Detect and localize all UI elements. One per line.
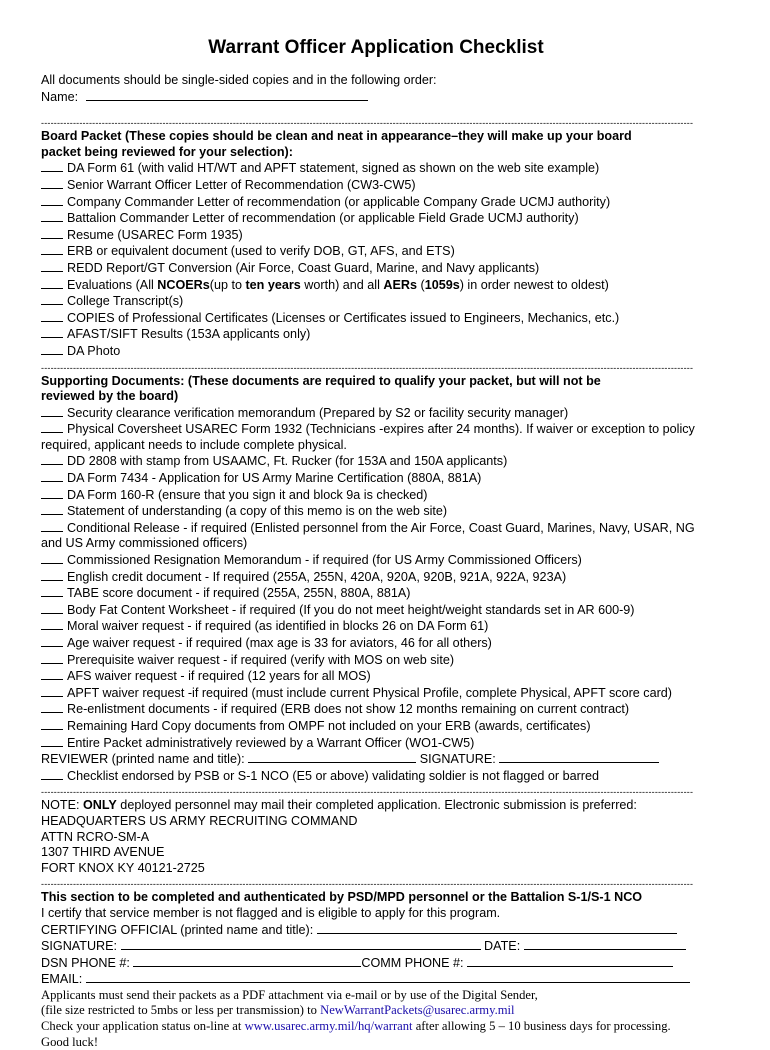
- certifying-official-field[interactable]: [317, 922, 677, 934]
- list-item: Battalion Commander Letter of recommendation (or applicable Field Grade UCMJ authority): [41, 210, 711, 227]
- email-field[interactable]: [86, 971, 690, 983]
- dsn-phone-field[interactable]: [133, 955, 361, 967]
- check-blank[interactable]: [41, 503, 63, 515]
- phone-row: DSN PHONE #: COMM PHONE #:: [41, 955, 711, 972]
- list-item: Commissioned Resignation Memorandum - if required (for US Army Commissioned Officers): [41, 552, 711, 569]
- list-item: DD 2808 with stamp from USAAMC, Ft. Rucker (for 153A and 150A applicants): [41, 453, 711, 470]
- list-item: COPIES of Professional Certificates (Licenses or Certificates issued to Engineers, Mechanics, etc.): [41, 310, 711, 327]
- intro-text: All documents should be single-sided copies and in the following order:: [41, 73, 437, 87]
- list-item: Conditional Release - if required (Enlisted personnel from the Air Force, Coast Guard, Marines, Navy, USAR, NG and US Army commissioned officers): [41, 520, 695, 551]
- page-title: Warrant Officer Application Checklist: [208, 37, 544, 58]
- check-blank[interactable]: [41, 585, 63, 597]
- name-row: [41, 89, 711, 106]
- check-blank[interactable]: [41, 668, 63, 680]
- list-item: DA Photo: [41, 343, 711, 360]
- list-item: DA Form 7434 - Application for US Army Marine Certification (880A, 881A): [41, 470, 711, 487]
- check-blank[interactable]: [41, 210, 63, 222]
- check-blank[interactable]: [41, 277, 63, 289]
- list-item: Re-enlistment documents - if required (ERB does not show 12 months remaining on current contract): [41, 701, 711, 718]
- check-blank[interactable]: [41, 701, 63, 713]
- list-item: Physical Coversheet USAREC Form 1932 (Technicians -expires after 24 months). If waiver or exception to policy required, applicant needs to include complete physical.: [41, 422, 695, 452]
- check-blank[interactable]: [41, 685, 63, 697]
- list-item: AFS waiver request - if required (12 years for all MOS): [41, 668, 711, 685]
- list-item: Security clearance verification memorandum (Prepared by S2 or facility security manager): [41, 405, 711, 422]
- list-item: Remaining Hard Copy documents from OMPF not included on your ERB (awards, certificates): [41, 718, 711, 735]
- address-line: 1307 THIRD AVENUE: [41, 845, 165, 860]
- check-blank[interactable]: [41, 618, 63, 630]
- submission-email-link[interactable]: NewWarrantPackets@usarec.army.mil: [320, 1003, 515, 1018]
- board-packet-list: [41, 160, 711, 359]
- date-field[interactable]: [524, 938, 686, 950]
- check-blank[interactable]: [41, 293, 63, 305]
- address-line: ATTN RCRO-SM-A: [41, 829, 150, 844]
- list-item: TABE score document - if required (255A, 255N, 880A, 881A): [41, 585, 711, 602]
- certify-statement: I certify that service member is not flagged and is eligible to apply for this program.: [41, 905, 501, 920]
- list-item: APFT waiver request -if required (must include current Physical Profile, complete Physical, APFT score card): [41, 685, 711, 702]
- check-blank[interactable]: [41, 160, 63, 172]
- auth-section-header: This section to be completed and authenticated by PSD/MPD personnel or the Battalion S-1/S-1 NCO: [41, 890, 643, 905]
- check-blank[interactable]: [41, 177, 63, 189]
- list-item: Prerequisite waiver request - if required (verify with MOS on web site): [41, 652, 711, 669]
- list-item: Age waiver request - if required (max age is 33 for aviators, 46 for all others): [41, 635, 711, 652]
- check-blank[interactable]: [41, 421, 63, 433]
- address-line: FORT KNOX KY 40121-2725: [41, 860, 205, 875]
- check-blank[interactable]: [41, 569, 63, 581]
- status-website-link[interactable]: www.usarec.army.mil/hq/warrant: [244, 1019, 413, 1034]
- reviewer-row: REVIEWER (printed name and title): SIGNATURE:: [41, 751, 711, 768]
- list-item-evaluations: Evaluations (All NCOERs(up to ten years worth) and all AERs (1059s) in order newest to oldest): [41, 277, 711, 294]
- list-item: College Transcript(s): [41, 293, 711, 310]
- check-blank[interactable]: [41, 718, 63, 730]
- list-item: ERB or equivalent document (used to verify DOB, GT, AFS, and ETS): [41, 243, 711, 260]
- check-blank[interactable]: [41, 735, 63, 747]
- list-item: Resume (USAREC Form 1935): [41, 227, 711, 244]
- name-label: Name:: [41, 89, 79, 104]
- checklist-page: [41, 36, 711, 1050]
- divider: ------------------------------------------------------------------------------------------------------------------------------------------------------------------------------------------------------------: [41, 787, 694, 798]
- check-blank[interactable]: [41, 552, 63, 564]
- check-blank[interactable]: [41, 343, 63, 355]
- list-item: DA Form 61 (with valid HT/WT and APFT statement, signed as shown on the web site example): [41, 160, 711, 177]
- supporting-docs-header: Supporting Documents: (These documents are required to qualify your packet, but will not be reviewed by the board): [41, 373, 601, 404]
- check-blank[interactable]: [41, 260, 63, 272]
- email-row: EMAIL:: [41, 971, 711, 988]
- divider: ------------------------------------------------------------------------------------------------------------------------------------------------------------------------------------------------------------: [41, 362, 694, 373]
- comm-phone-field[interactable]: [467, 955, 673, 967]
- check-blank[interactable]: [41, 326, 63, 338]
- list-item: Statement of understanding (a copy of this memo is on the web site): [41, 503, 711, 520]
- reviewer-name-field[interactable]: [248, 751, 416, 763]
- check-blank[interactable]: [41, 602, 63, 614]
- reviewer-signature-field[interactable]: [499, 751, 659, 763]
- list-item: Company Commander Letter of recommendation (or applicable Company Grade UCMJ authority): [41, 194, 711, 211]
- check-blank[interactable]: [41, 520, 63, 532]
- check-blank[interactable]: [41, 652, 63, 664]
- list-item: Moral waiver request - if required (as identified in blocks 26 on DA Form 61): [41, 618, 711, 635]
- divider: ------------------------------------------------------------------------------------------------------------------------------------------------------------------------------------------------------------: [41, 118, 694, 129]
- certifying-official-row: CERTIFYING OFFICIAL (printed name and title):: [41, 922, 711, 939]
- check-blank[interactable]: [41, 243, 63, 255]
- submission-instructions: Applicants must send their packets as a PDF attachment via e-mail or by use of the Digital Sender, (file size restricted to 5mbs or less per transmission) to NewWarrantPackets@usarec.army.mil Check your application status on-line at www.usarec.army.mil/hq/warrant after allowing 5 – 10 business days for processing. Good luck!: [41, 987, 671, 1049]
- check-blank[interactable]: [41, 470, 63, 482]
- list-item: Checklist endorsed by PSB or S-1 NCO (E5 or above) validating soldier is not flagged or barred: [41, 768, 711, 785]
- check-blank[interactable]: [41, 310, 63, 322]
- supporting-docs-list: [41, 405, 711, 785]
- signature-date-row: SIGNATURE: DATE:: [41, 938, 711, 955]
- divider: ------------------------------------------------------------------------------------------------------------------------------------------------------------------------------------------------------------: [41, 879, 694, 890]
- list-item: Entire Packet administratively reviewed by a Warrant Officer (WO1-CW5): [41, 735, 711, 752]
- name-field[interactable]: [86, 89, 368, 101]
- list-item: English credit document - If required (255A, 255N, 420A, 920A, 920B, 921A, 922A, 923A): [41, 569, 711, 586]
- mailing-address: [41, 814, 711, 876]
- check-blank[interactable]: [41, 405, 63, 417]
- address-line: HEADQUARTERS US ARMY RECRUITING COMMAND: [41, 813, 358, 828]
- list-item: Senior Warrant Officer Letter of Recommendation (CW3-CW5): [41, 177, 711, 194]
- check-blank[interactable]: [41, 635, 63, 647]
- list-item: AFAST/SIFT Results (153A applicants only): [41, 326, 711, 343]
- check-blank[interactable]: [41, 227, 63, 239]
- official-signature-field[interactable]: [121, 938, 481, 950]
- check-blank[interactable]: [41, 194, 63, 206]
- check-blank[interactable]: [41, 453, 63, 465]
- check-blank[interactable]: [41, 768, 63, 780]
- list-item: REDD Report/GT Conversion (Air Force, Coast Guard, Marine, and Navy applicants): [41, 260, 711, 277]
- check-blank[interactable]: [41, 487, 63, 499]
- board-packet-header: Board Packet (These copies should be clean and neat in appearance–they will make up your board packet being reviewed for your selection):: [41, 129, 632, 159]
- mail-note: NOTE: ONLY deployed personnel may mail their completed application. Electronic submission is preferred:: [41, 798, 637, 813]
- list-item: DA Form 160-R (ensure that you sign it and block 9a is checked): [41, 487, 711, 504]
- list-item: Body Fat Content Worksheet - if required (If you do not meet height/weight standards set in AR 600-9): [41, 602, 711, 619]
